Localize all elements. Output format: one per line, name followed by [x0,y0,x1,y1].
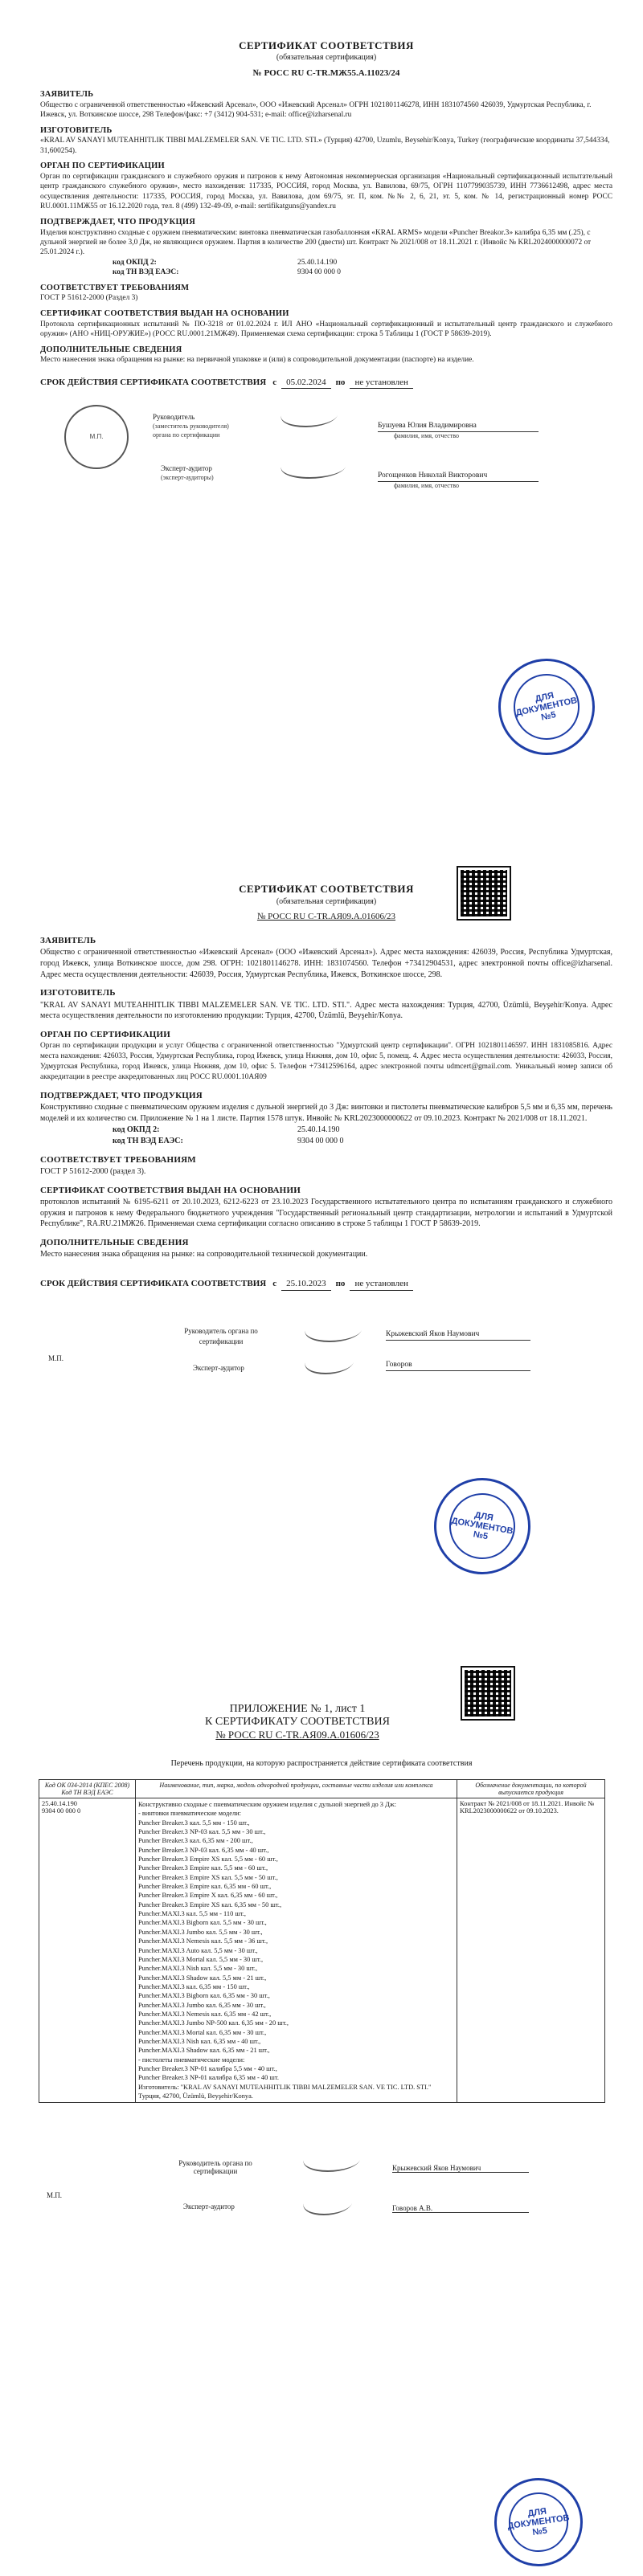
list-item: Puncher.MAXI.3 Nish кал. 5,5 мм - 30 шт., [138,1965,258,1973]
appendix-subtitle: К СЕРТИФИКАТУ СООТВЕТСТВИЯ [205,1716,390,1728]
list-item: Puncher Breaker.3 NP-03 кал. 5,5 мм - 30 шт., [138,1828,266,1836]
certificate-page-2 [0,811,643,1615]
expert-name: Говоров А.В. [392,2204,529,2213]
documents-stamp [426,1470,538,1582]
list-item: Puncher.MAXI.3 кал. 5,5 мм - 110 шт., [138,1910,247,1918]
head-name-caption: фамилия, имя, отчество [394,432,459,440]
list-item: Puncher.MAXI.3 Nish кал. 6,35 мм - 40 шт., [138,2037,261,2045]
head-name: Крыжевский Яков Наумович [386,1329,530,1341]
list-item: Puncher Breaker.3 Empire кал. 6,35 мм - 60 шт., [138,1883,272,1891]
appendix-lead: Перечень продукции, на которую распространяется действие сертификата соответствия [170,1759,473,1768]
list-item: Puncher.MAXI.3 Bigborn кал. 5,5 мм - 30 шт., [138,1919,267,1927]
validity-line [40,1278,612,1291]
cert-body-heading: ОРГАН ПО СЕРТИФИКАЦИИ [40,1030,171,1040]
documents-stamp [489,2472,588,2572]
appendix-title: ПРИЛОЖЕНИЕ № 1, лист 1 [229,1703,366,1715]
seal-stamp [64,405,129,469]
product-heading: ПОДТВЕРЖДАЕТ, ЧТО ПРОДУКЦИЯ [40,217,196,227]
basis-text: Протокола сертификационных испытаний № ПО-3218 от 01.02.2024 г. ИЛ АНО «Национальный сертификационный и испытательный центр гражданского и служебного оружия» (АНО «НИЦ-ОРУЖИЕ») (РОСС RU.0001.21МЖ49). Применяемая схема сертификации: строка 5 Таблицы 1 (ГОСТ Р 58639-2019). [40,320,612,339]
okpd-code: 25.40.14.190 [297,1125,340,1135]
expert-label: Эксперт-аудитор [193,1364,244,1373]
product-heading: ПОДТВЕРЖДАЕТ, ЧТО ПРОДУКЦИЯ [40,1091,203,1101]
head-label: Руководитель [153,413,195,422]
list-item: Puncher Breaker.3 Empire X кал. 6,35 мм - 60 шт., [138,1892,278,1900]
validity-to-word: по [335,1279,346,1289]
extra-text: Место нанесения знака обращения на рынке: на первичной упаковке и (или) в сопроводительной документации (паспорте) на изделие. [40,356,474,365]
product-cell [136,1798,457,2103]
tnved-label: код ТН ВЭД ЕАЭС: [113,268,179,277]
certificate-number: № РОСС RU C-TR.МЖ55.А.11023/24 [252,68,400,79]
appendix-manufacturer: Изготовитель: "KRAL AV SANAYI MUTEAHHITLIK TIBBI MALZEMELER SAN. VE TIC. LTD. STI." Турция, 42700, Üzümlü, Beyşehir/Konya. [138,2083,432,2100]
docs-cell: Контракт № 2021/008 от 18.11.2021. Инвойс № KRL2023000000622 от 09.10.2023. [457,1798,605,2103]
signature-block [40,1310,612,1406]
manufacturer-heading: ИЗГОТОВИТЕЛЬ [40,125,113,135]
list-item: Puncher Breaker.3 кал. 5,5 мм - 150 шт., [138,1819,250,1827]
col-docs-header: Обозначение документации, по которой выпускается продукция [457,1780,605,1798]
certificate-subtitle: (обязательная сертификация) [276,53,377,63]
list-item: Puncher Breaker.3 Empire XS кал. 5,5 мм - 60 шт., [138,1855,278,1864]
basis-heading: СЕРТИФИКАТ СООТВЕТСТВИЯ ВЫДАН НА ОСНОВАНИИ [40,308,289,318]
list-item: Puncher.MAXI.3 Nemesis кал. 5,5 мм - 36 шт., [138,1937,268,1945]
requirements-text: ГОСТ Р 51612-2000 (Раздел 3) [40,294,138,303]
expert-signature [277,455,350,479]
product-text: Конструктивно сходные с пневматическим оружием изделия с дульной энергией до 3 Дж: винтовки и пистолеты пневматические калибров 5,5 мм и 6,35 мм, перечень моделей и их количество см. Приложение № 1 на 1 листе. Партия 1578 штук. Инвойс № KRL2023000000622 от 09.10.2023. Контракт № 2021/008 от 18.11.2021. [40,1103,612,1124]
validity-to: не установлен [350,1278,412,1291]
stamp-text: ДЛЯ ДОКУМЕНТОВ №5 [507,667,585,745]
list-item: Puncher Breaker.3 Empire XS кал. 6,35 мм - 50 шт., [138,1900,282,1909]
certificate-number: № РОСС RU C-TR.АЯ09.А.01606/23 [256,911,396,921]
head-signature [277,403,342,427]
head-label-block [153,413,241,439]
okpd-label: код ОКПД 2: [113,1125,160,1135]
code-okpd: 25.40.14.190 [42,1800,77,1807]
basis-text: протоколов испытаний № 6195-6211 от 20.10.2023, 6212-6223 от 23.10.2023 Государственного испытательного центра по испытаниям гражданского и служебного оружия и патронов к нему Федерального бюджетного учреждения "Государственный региональный центр стандартизации, метрологии и испытаний в Удмуртской Республике", RA.RU.21МЖ26. Применяемая схема сертификации согласно описанию в строке 5 таблицы 1 ГОСТ Р 58639-2019. [40,1197,612,1229]
applicant-heading: ЗАЯВИТЕЛЬ [40,935,96,945]
list-item: Puncher Breaker.3 Empire XS кал. 5,5 мм - 50 шт., [138,1873,278,1881]
applicant-heading: ЗАЯВИТЕЛЬ [40,89,94,99]
list-item: Puncher.MAXI.3 Auto кал. 5,5 мм - 30 шт., [138,1946,258,1954]
list-item: Puncher.MAXI.3 Mortal кал. 6,35 мм - 30 шт., [138,2028,267,2036]
table-row [39,1798,605,2103]
tnved-label: код ТН ВЭД ЕАЭС: [113,1136,183,1145]
basis-heading: СЕРТИФИКАТ СООТВЕТСТВИЯ ВЫДАН НА ОСНОВАНИИ [40,1185,301,1195]
validity-from-word: с [272,377,277,387]
validity-line [40,377,612,390]
validity-from: 05.02.2024 [281,377,331,390]
extra-heading: ДОПОЛНИТЕЛЬНЫЕ СВЕДЕНИЯ [40,345,182,354]
appendix-table-wrap [39,1779,605,2247]
expert-label-block [161,464,249,482]
expert-name: Рогощенков Николай Викторович [378,471,539,482]
appendix-header [48,1703,547,1741]
list-item: Puncher.MAXI.3 Bigborn кал. 6,35 мм - 30 шт., [138,1992,270,2000]
pistols-group-label: - пистолеты пневматические модели: [138,2055,245,2064]
tnved-code: 9304 00 000 0 [297,268,341,277]
documents-stamp [489,650,604,764]
col-product-header: Наименование, тип, марка, модель однородной продукции, составные части изделия или комплекса [136,1780,457,1798]
applicant-text: Общество с ограниченной ответственностью «Ижевский Арсенал» (ООО «Ижевский Арсенал»). Адрес места нахождения: 426039, Россия, Республика Удмуртская, город Ижевск, улица Воткинское шоссе, дом 298. ОГРН: 1021801146278. ИНН: 1831074560. Телефон +73412904531, адрес электронной почты office@izharsenal. Адрес места осуществления деятельности: 426039, Россия, Удмуртская Республика, Ижевск, Воткинское шоссе, 298. [40,948,612,979]
validity-label: СРОК ДЕЙСТВИЯ СЕРТИФИКАТА СООТВЕТСТВИЯ [40,377,267,387]
stamp-text: ДЛЯ ДОКУМЕНТОВ №5 [444,1488,520,1564]
expert-signature [300,2191,357,2215]
col-codes-header: Код ОК 034-2014 (КПЕС 2008) Код ТН ВЭД ЕАЭС [39,1780,136,1798]
pistols-list [138,2064,454,2083]
list-item: Puncher.MAXI.3 Mortal кал. 5,5 мм - 30 шт., [138,1955,264,1963]
expert-sublabel: (эксперт-аудиторы) [161,474,214,482]
rifles-list [138,1819,454,2055]
tnved-code: 9304 00 000 0 [297,1136,344,1145]
rifles-group-label: - винтовки пневматические модели: [138,1810,241,1818]
product-codes [113,1125,612,1147]
manufacturer-text: «KRAL AV SANAYI MUTEAHHITLIK TIBBI MALZEMELER SAN. VE TIC. LTD. STI.» (Турция) 42700, Uzumlu, Beysehir/Konya, Turkey (географические координаты 37,544334, 31,600254). [40,137,610,155]
code-tnved: 9304 00 000 0 [42,1807,81,1815]
table-header-row [39,1780,605,1798]
list-item: Puncher.MAXI.3 кал. 6,35 мм - 150 шт., [138,1982,250,1990]
okpd-code: 25.40.14.190 [297,258,338,267]
product-text: Изделия конструктивно сходные с оружием пневматическим: винтовка пневматическая газобаллонная «KRAL ARMS» модели «Puncher Breakor.3» калибра 6,35 мм (.25), с дульной энергией не более 3,0 Дж, не являющиеся оружием. Партия в количестве 200 (двести) шт. Контракт № 2021/008 от 18.11.2021 г. (Инвойс № KRL2024000000072 от 25.01.2024 г.). [40,228,592,257]
stamp-text: ДЛЯ ДОКУМЕНТОВ №5 [505,2488,573,2557]
list-item: Puncher Breaker.3 NP-03 кал. 6,35 мм - 40 шт., [138,1846,269,1854]
okpd-label: код ОКПД 2: [113,258,157,267]
appendix-signature-block [39,2135,605,2247]
list-item: Puncher.MAXI.3 Jumbo NP-500 кал. 6,35 мм - 20 шт., [138,2019,289,2027]
codes-cell [39,1798,136,2103]
appendix-table [39,1779,605,2103]
validity-label: СРОК ДЕЙСТВИЯ СЕРТИФИКАТА СООТВЕТСТВИЯ [40,1279,267,1289]
list-item: Puncher.MAXI.3 Shadow кал. 6,35 мм - 21 шт., [138,2047,270,2055]
validity-to: не установлен [350,377,412,390]
mp-label: М.П. [47,2191,63,2200]
extra-heading: ДОПОЛНИТЕЛЬНЫЕ СВЕДЕНИЯ [40,1238,189,1248]
validity-from: 25.10.2023 [281,1278,331,1291]
expert-label: Эксперт-аудитор [183,2202,235,2211]
head-signature [300,2148,365,2172]
validity-from-word: с [272,1279,277,1289]
head-label: Руководитель органа по сертификации [184,1327,258,1345]
requirements-heading: СООТВЕТСТВУЕТ ТРЕБОВАНИЯМ [40,283,190,292]
list-item: Puncher.MAXI.3 Jumbo кал. 5,5 мм - 30 шт., [138,1928,263,1936]
list-item: Puncher.MAXI.3 Shadow кал. 5,5 мм - 21 шт., [138,1974,267,1982]
head-name: Крыжевский Яков Наумович [392,2164,529,2173]
head-signature [301,1318,367,1342]
expert-name: Говоров [386,1360,530,1371]
head-sublabel: (заместитель руководителя) органа по сертификации [153,423,229,439]
manufacturer-heading: ИЗГОТОВИТЕЛЬ [40,988,116,998]
certificate-page-1 [0,0,643,803]
list-item: Puncher.MAXI.3 Jumbo кал. 6,35 мм - 30 шт., [138,2001,266,2009]
requirements-heading: СООТВЕТСТВУЕТ ТРЕБОВАНИЯМ [40,1154,196,1165]
mp-label: М.П. [48,1354,64,1363]
certificate-title: СЕРТИФИКАТ СООТВЕТСТВИЯ [239,883,414,895]
certificate-1-body [40,39,612,517]
list-item: Puncher Breaker.3 NP-01 калибра 5,5 мм - 40 шт., [138,2064,277,2072]
applicant-text: Общество с ограниченной ответственностью «Ижевский Арсенал», ООО «Ижевский Арсенал» ОГРН 1021801146278, ИНН 1831074560 426039, Удмуртская Республика, г. Ижевск, ул. Воткинское шоссе, 298 Телефон/факс: +7 (3412) 904-531; e-mail: office@izharsenal.ru [40,100,592,120]
certificate-2-body [40,882,612,1406]
list-item: Puncher Breaker.3 кал. 6,35 мм - 200 шт., [138,1837,253,1845]
head-name: Бушуева Юлия Владимировна [378,421,539,432]
requirements-text: ГОСТ Р 51612-2000 (раздел 3). [40,1166,146,1176]
expert-label: Эксперт-аудитор [161,464,212,473]
cert-body-heading: ОРГАН ПО СЕРТИФИКАЦИИ [40,161,165,171]
appendix-number: № РОСС RU C-TR.АЯ09.А.01606/23 [215,1729,379,1741]
products-intro: Конструктивно сходные с пневматическим оружием изделия с дульной энергией до 3 Дж: [138,1801,396,1808]
list-item: Puncher Breaker.3 Empire кал. 5,5 мм - 60 шт., [138,1864,268,1872]
head-label: Руководитель органа по сертификации [178,2159,252,2176]
product-codes [113,258,612,278]
certificate-subtitle: (обязательная сертификация) [276,896,377,906]
mp-label: М.П. [89,433,104,441]
list-item: Puncher Breaker.3 NP-01 калибра 6,35 мм - 40 шт. [138,2074,279,2082]
expert-name-caption: фамилия, имя, отчество [394,482,459,490]
expert-signature [301,1350,358,1374]
list-item: Puncher.MAXI.3 Nemesis кал. 6,35 мм - 42 шт., [138,2010,272,2018]
extra-text: Место нанесения знака обращения на рынке: на сопроводительной технической документации. [40,1250,368,1259]
signature-block [40,397,612,517]
appendix-page [0,1615,643,2576]
manufacturer-text: "KRAL AV SANAYI MUTEAHHITLIK TIBBI MALZEMELER SAN. VE TIC. LTD. STI.". Адрес места нахождения: Турция, 42700, Üzümlü, Beyşehir/Konya. Адрес места осуществления деятельности по изготовлению продукции: Турция, 42700, Üzümlü, Beyşehir/Konya. [40,1000,612,1021]
validity-to-word: по [335,377,346,387]
cert-body-text: Орган по сертификации гражданского и служебного оружия и патронов к нему Автономная некоммерческая организация «Национальный сертификационный испытательный центр гражданского служебного оружия», место нахождения: 117335, РОССИЯ, город Москва, ул. Вавилова, 69/75, ОГРН 1107799035739, ИНН 7736612498, адрес места осуществления деятельности: 117335, РОССИЯ, город Москва, ул. Вавилова, дом 69/75, эт. П, ком. №№ 2, 6, 21, эт. 5, ком. № 14, регистрационный номер РОСС RU.0001.11МЖ55 от 16.12.2020 года, тел. 8 (499) 132-49-09, e-mail: sertifikatguns@yandex.ru [40,173,612,211]
cert-body-text: Орган по сертификации продукции и услуг Общества с ограниченной ответственностью "Удмуртский центр сертификации". ОГРН 1021801146597. ИНН 1831085816. Адрес места нахождения: 426033, Россия, Удмуртская Республика, город Ижевск, улица Нижняя, дом 10, офис 5, помещ. 4. Адрес места осуществления деятельности: 426033, Россия, Удмуртская Республика, город Ижевск, улица Нижняя, дом 10, офис 5. Телефон +73412596164, адрес электронной почты udmcert@gmail.com. Уникальный номер записи об аккредитации в реестре аккредитованных лиц РОСС RU.0001.10АЯ09 [40,1042,612,1082]
certificate-title: СЕРТИФИКАТ СООТВЕТСТВИЯ [239,39,414,51]
